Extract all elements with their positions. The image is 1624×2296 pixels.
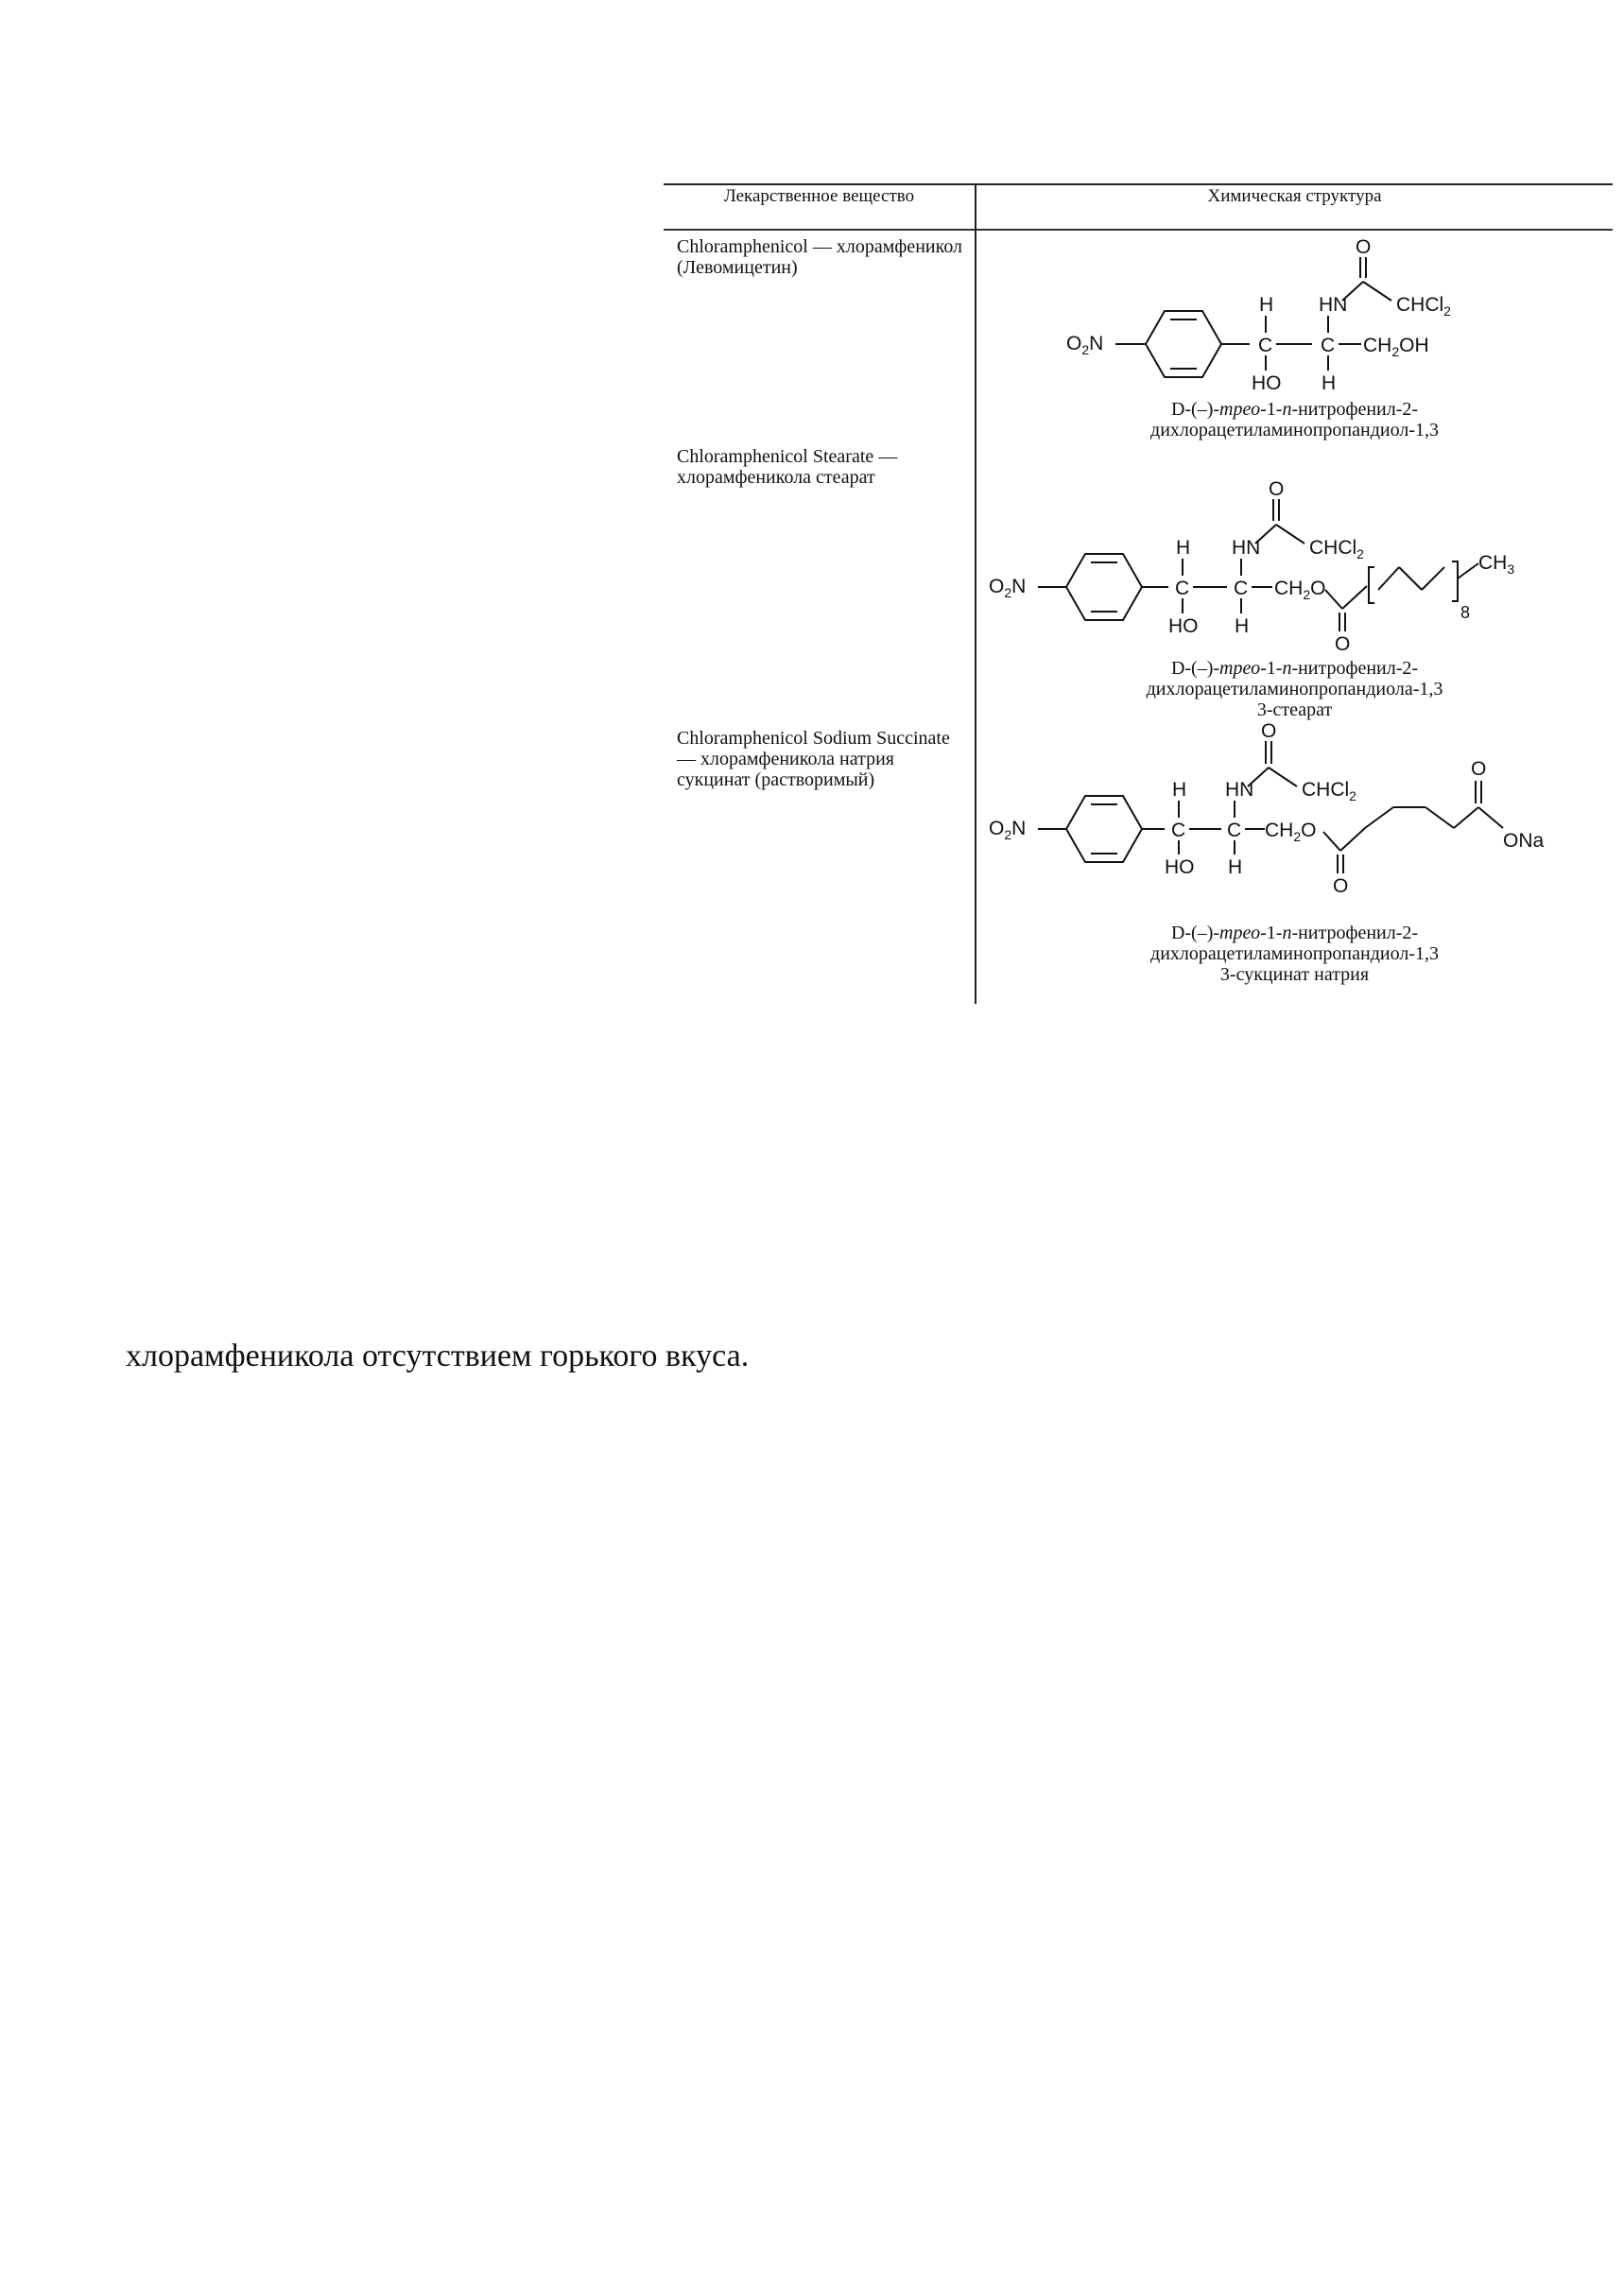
structure-stearate	[989, 478, 1514, 655]
atom-h: H	[1172, 779, 1187, 801]
drug-table	[664, 181, 1618, 1004]
chemical-name-2-line-3: 3-стеарат	[1256, 699, 1333, 720]
right-bracket	[1452, 561, 1458, 601]
ona-group: ONa	[1503, 830, 1545, 852]
atom-o: O	[1333, 875, 1349, 897]
atom-hn: HN	[1225, 779, 1254, 801]
chemical-name-2-line-1: D-(–)-трео-1-п-нитрофенил-2-	[1170, 658, 1419, 679]
structure-chloramphenicol	[1066, 236, 1451, 394]
header-drug: Лекарственное вещество	[723, 186, 915, 206]
header-structure: Химическая структура	[1207, 186, 1382, 206]
chcl2-group: CHCl$_2$	[1309, 537, 1364, 561]
atom-c: C	[1171, 820, 1186, 841]
nitro-group: $O_2N$	[989, 818, 1027, 842]
nitro-group: $O_2N$	[989, 576, 1027, 600]
body-paragraph: хлорамфеникола отсутствием горького вкуса.	[126, 1338, 750, 1373]
atom-hn: HN	[1319, 294, 1348, 316]
chemical-name-2-line-2: дихлорацетиламинопропандиола-1,3	[1146, 679, 1443, 699]
chemical-name-3-line-1: D-(–)-трео-1-п-нитрофенил-2-	[1170, 923, 1419, 943]
atom-c: C	[1258, 335, 1273, 356]
chemical-name-1-line-1: D-(–)-трео-1-п-нитрофенил-2-	[1170, 399, 1419, 420]
left-bracket	[1369, 567, 1374, 603]
atom-o: O	[1471, 758, 1487, 780]
chcl2-group: CHCl$_2$	[1396, 294, 1451, 319]
atom-c: C	[1234, 578, 1249, 599]
chemical-name-1-line-2: дихлорацетиламинопропандиол-1,3	[1150, 420, 1439, 440]
drug-name-1: Chloramphenicol — хлорамфеникол (Левомицетин)	[677, 236, 963, 278]
atom-c: C	[1227, 820, 1242, 841]
chemical-structures	[664, 181, 1618, 1004]
atom-h: H	[1259, 294, 1274, 316]
ch2oh-group: $CH_2OH$	[1363, 335, 1429, 359]
atom-o: O	[1269, 478, 1285, 500]
atom-ho: HO	[1252, 372, 1282, 394]
chemical-name-3-line-2: дихлорацетиламинопропандиол-1,3	[1150, 943, 1439, 964]
atom-c: C	[1175, 578, 1190, 599]
atom-ho: HO	[1165, 856, 1195, 878]
atom-hn: HN	[1232, 537, 1261, 559]
drug-name-2: Chloramphenicol Stearate — хлорамфеникола стеарат	[677, 446, 898, 488]
benzene-ring	[1146, 311, 1221, 377]
ch2o-group: $CH_2O$	[1265, 820, 1317, 844]
chemical-name-3-line-3: 3-сукцинат натрия	[1219, 964, 1370, 985]
atom-o: O	[1261, 720, 1277, 742]
benzene-ring	[1066, 796, 1142, 862]
structure-sodium-succinate	[989, 720, 1545, 897]
atom-h: H	[1322, 372, 1337, 394]
atom-o: O	[1335, 633, 1351, 655]
atom-h: H	[1228, 856, 1243, 878]
repeat-count: 8	[1460, 603, 1471, 622]
benzene-ring	[1066, 554, 1142, 620]
atom-c: C	[1321, 335, 1336, 356]
nitro-group: $O_2N$	[1066, 333, 1104, 357]
chcl2-group: CHCl$_2$	[1302, 779, 1356, 803]
ch3-group: $CH_3$	[1478, 552, 1515, 577]
drug-name-3: Chloramphenicol Sodium Succinate — хлорамфеникола натрия сукцинат (растворимый)	[677, 728, 950, 790]
ch2o-group: $CH_2O$	[1274, 578, 1326, 602]
atom-h: H	[1235, 615, 1250, 637]
atom-o: O	[1356, 236, 1372, 258]
atom-ho: HO	[1168, 615, 1199, 637]
atom-h: H	[1176, 537, 1191, 559]
